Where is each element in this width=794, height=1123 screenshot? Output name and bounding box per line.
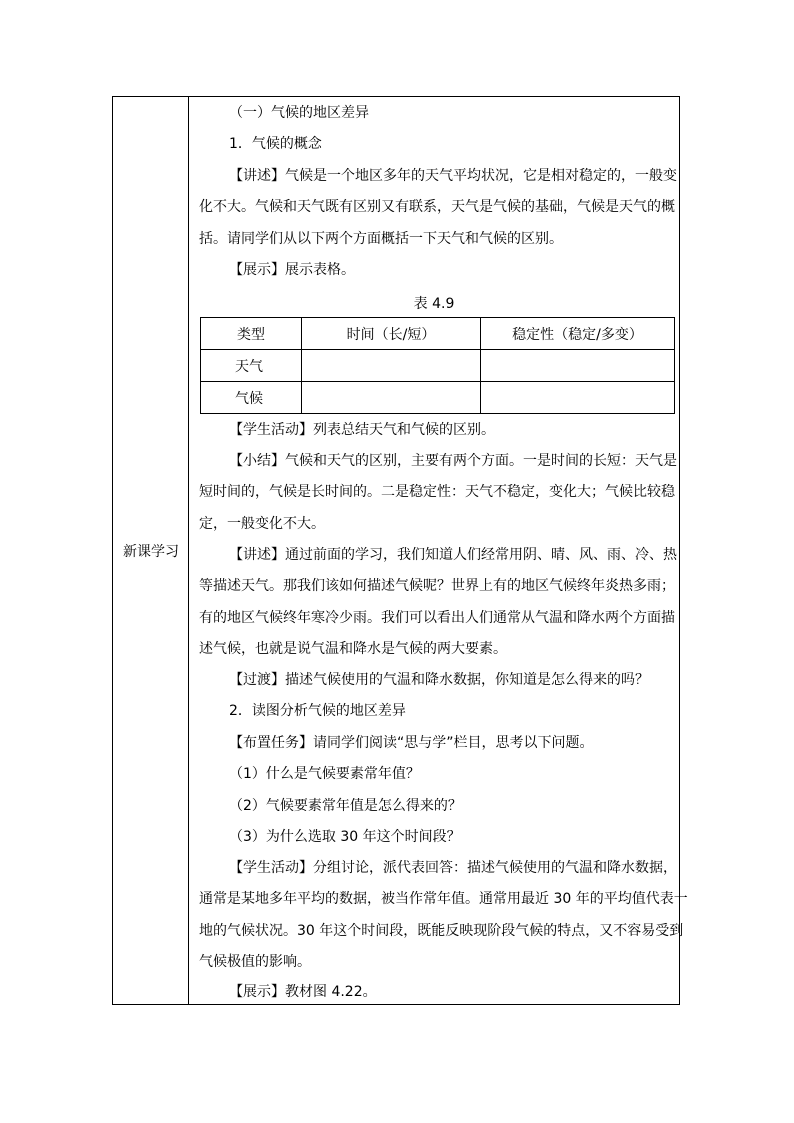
question-item: （1）什么是气候要素常年值？ — [229, 766, 420, 782]
summary-line: 短时间的，气候是长时间的。二是稳定性：天气不稳定，变化大；气候比较稳 — [199, 484, 675, 500]
table-cell — [481, 350, 675, 382]
student-activity-line: 气候极值的影响。 — [199, 954, 311, 970]
transition-line: 【过渡】描述气候使用的气温和降水数据，你知道是怎么得来的吗？ — [229, 672, 649, 688]
task-line: 【布置任务】请同学们阅读“思与学”栏目，思考以下问题。 — [229, 735, 594, 751]
paragraph-line: 述气候，也就是说气温和降水是气候的两大要素。 — [199, 641, 507, 657]
row-label-weather: 天气 — [201, 350, 302, 382]
table-row — [201, 350, 675, 382]
student-activity-line: 地的气候状况。30 年这个时间段，既能反映现阶段气候的特点，又不容易受到 — [199, 923, 684, 939]
table-cell — [302, 350, 481, 382]
content-cell — [189, 97, 688, 1004]
paragraph-line: 等描述天气。那我们该如何描述气候呢？世界上有的地区气候终年炎热多雨； — [199, 578, 675, 594]
header-time: 时间（长/短） — [302, 318, 481, 350]
heading-map-analysis: 2．读图分析气候的地区差异 — [229, 703, 406, 719]
section-label-cell — [113, 97, 189, 1004]
heading-climate-differences: （一）气候的地区差异 — [229, 105, 369, 121]
table-header-row — [201, 318, 675, 350]
student-activity-line: 【学生活动】分组讨论，派代表回答：描述气候使用的气温和降水数据， — [229, 860, 677, 876]
heading-climate-concept: 1．气候的概念 — [229, 136, 322, 152]
header-stability: 稳定性（稳定/多变） — [481, 318, 675, 350]
section-label: 新课学习 — [123, 544, 179, 560]
table-cell — [302, 382, 481, 414]
question-item: （3）为什么选取 30 年这个时间段？ — [229, 829, 461, 845]
row-label-climate: 气候 — [201, 382, 302, 414]
comparison-table — [200, 317, 675, 414]
paragraph-line: 【讲述】气候是一个地区多年的天气平均状况，它是相对稳定的，一般变 — [229, 168, 677, 184]
question-item: （2）气候要素常年值是怎么得来的？ — [229, 798, 462, 814]
paragraph-line: 【讲述】通过前面的学习，我们知道人们经常用阴、晴、风、雨、冷、热 — [229, 547, 677, 563]
student-activity-line: 【学生活动】列表总结天气和气候的区别。 — [229, 422, 495, 438]
show-figure-line: 【展示】教材图 4.22。 — [229, 984, 377, 1000]
paragraph-line: 括。请同学们从以下两个方面概括一下天气和气候的区别。 — [199, 231, 563, 247]
summary-line: 【小结】气候和天气的区别，主要有两个方面。一是时间的长短：天气是 — [229, 453, 677, 469]
table-row — [201, 382, 675, 414]
table-caption: 表 4.9 — [413, 296, 455, 312]
show-table-line: 【展示】展示表格。 — [229, 262, 355, 278]
lesson-table — [112, 96, 688, 1005]
student-activity-line: 通常是某地多年平均的数据，被当作常年值。通常用最近 30 年的平均值代表一 — [199, 891, 688, 907]
paragraph-line: 化不大。气候和天气既有区别又有联系，天气是气候的基础，气候是天气的概 — [199, 199, 675, 215]
table-cell — [481, 382, 675, 414]
header-type: 类型 — [201, 318, 302, 350]
paragraph-line: 有的地区气候终年寒冷少雨。我们可以看出人们通常从气温和降水两个方面描 — [199, 610, 675, 626]
summary-line: 定，一般变化不大。 — [199, 516, 325, 532]
